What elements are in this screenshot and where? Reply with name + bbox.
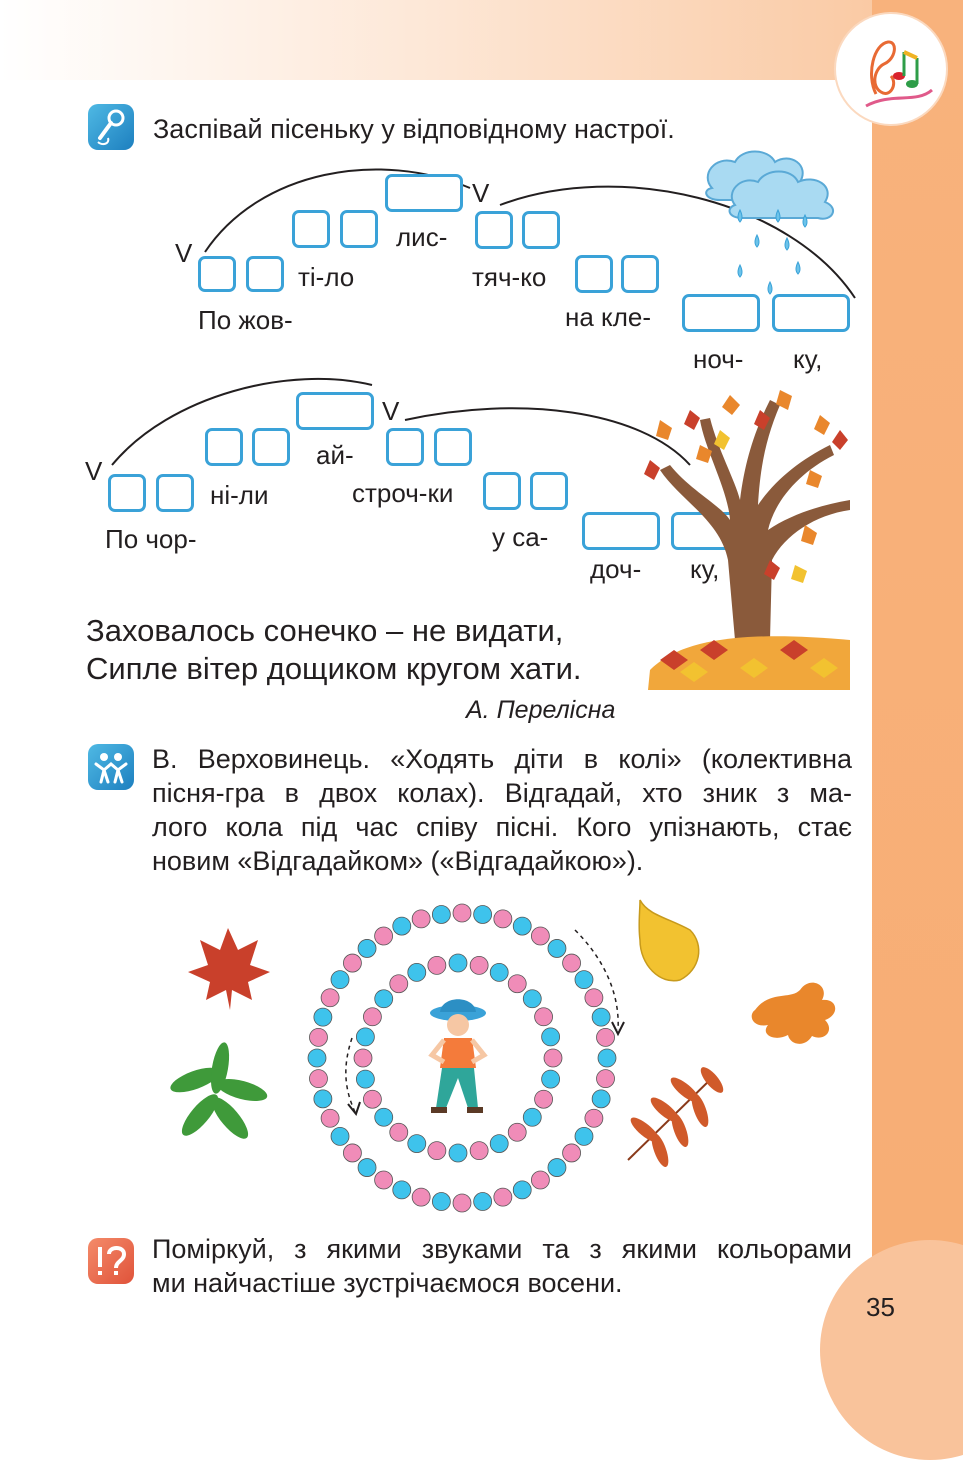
child-dot [363, 1090, 381, 1108]
child-dot [548, 939, 566, 957]
child-dot [592, 1008, 610, 1026]
child-dot [542, 1028, 560, 1046]
rowan-leaf-icon [627, 1064, 727, 1169]
syllable: на кле- [565, 302, 651, 332]
child-dot [412, 1188, 430, 1206]
child-dot [331, 1127, 349, 1145]
child-dot [490, 963, 508, 981]
child-dot [428, 956, 446, 974]
child-dot [363, 1008, 381, 1026]
child-dot [309, 1070, 327, 1088]
child-dot [575, 1127, 593, 1145]
child-dot [494, 910, 512, 928]
syllable: доч- [590, 554, 642, 584]
child-dot [490, 1135, 508, 1153]
syllable: ні-ли [210, 480, 269, 510]
child-dot [453, 1194, 471, 1212]
poem-line: Заховалось сонечко – не видати, [86, 613, 564, 648]
child-dot [449, 954, 467, 972]
child-dot [408, 1135, 426, 1153]
child-dot [508, 975, 526, 993]
child-dot [356, 1070, 374, 1088]
syllable: ай- [316, 440, 354, 470]
child-dot [309, 1028, 327, 1046]
child-dot [449, 1144, 467, 1162]
child-dot [354, 1049, 372, 1067]
child-dot [494, 1188, 512, 1206]
child-dot [544, 1049, 562, 1067]
child-dot [408, 963, 426, 981]
task1-instruction: Заспівай пісеньку у відповідному настрої. [153, 114, 675, 144]
chestnut-leaf-icon [167, 1041, 269, 1144]
breath-mark: V [175, 238, 193, 268]
child-dot [393, 917, 411, 935]
syllable: ку, [793, 344, 823, 374]
syllable: ті-ло [298, 262, 355, 292]
syllable: По чор- [105, 524, 197, 554]
child-dot [358, 1159, 376, 1177]
child-dot [314, 1090, 332, 1108]
child-dot [597, 1070, 615, 1088]
poem-author: А. Перелісна [466, 696, 616, 724]
child-dot [585, 1109, 603, 1127]
syllable: тяч-ко [472, 262, 547, 292]
child-dot [343, 954, 361, 972]
oak-leaf-icon [752, 983, 836, 1044]
child-dot [321, 989, 339, 1007]
child-dot [575, 971, 593, 989]
child-dot [453, 904, 471, 922]
child-dot [321, 1109, 339, 1127]
child-dot [563, 954, 581, 972]
child-dot [474, 1193, 492, 1211]
child-dot [375, 927, 393, 945]
syllable: лис- [396, 222, 448, 252]
breath-mark: V [382, 396, 400, 426]
child-dot [531, 927, 549, 945]
child-dot [508, 1123, 526, 1141]
child-dot [470, 1142, 488, 1160]
child-dot [343, 1144, 361, 1162]
child-dot [432, 905, 450, 923]
child-dot [375, 1108, 393, 1126]
child-dot [548, 1159, 566, 1177]
child-dot [585, 989, 603, 1007]
child-dot [523, 990, 541, 1008]
child-dot [331, 971, 349, 989]
birch-leaf-icon [639, 900, 699, 981]
child-dot [390, 975, 408, 993]
task2-line: пісня-гра в двох колах). Відгадай, хто зник з ма- [152, 778, 852, 808]
breath-mark: V [85, 456, 103, 486]
poem-line: Сипле вітер дощиком кругом хати. [86, 651, 582, 686]
child-dot [474, 905, 492, 923]
child-dot [390, 1123, 408, 1141]
maple-leaf-icon [188, 928, 270, 1010]
task2-line: новим «Відгадайком» («Відгадайкою»). [152, 846, 644, 876]
task2-line: В. Верховинець. «Ходять діти в колі» (колективна [152, 744, 852, 774]
child-dot [563, 1144, 581, 1162]
child-dot [432, 1193, 450, 1211]
child-dot [535, 1008, 553, 1026]
child-figure [430, 999, 486, 1113]
child-dot [597, 1028, 615, 1046]
child-dot [513, 1181, 531, 1199]
task2-line: лого кола під час співу пісні. Кого упізнають, стає [152, 812, 852, 842]
child-dot [412, 910, 430, 928]
child-dot [535, 1090, 553, 1108]
syllable: По жов- [198, 305, 293, 335]
child-dot [356, 1028, 374, 1046]
child-dot [592, 1090, 610, 1108]
child-dot [513, 917, 531, 935]
syllable: ку, [690, 554, 720, 584]
child-dot [358, 939, 376, 957]
page-number: 35 [866, 1292, 895, 1322]
child-dot [598, 1049, 616, 1067]
child-dot [393, 1181, 411, 1199]
child-dot [542, 1070, 560, 1088]
question-icon [88, 1238, 134, 1284]
child-dot [375, 1171, 393, 1189]
breath-mark: V [472, 178, 490, 208]
child-dot [375, 990, 393, 1008]
child-dot [314, 1008, 332, 1026]
child-dot [308, 1049, 326, 1067]
syllable: у са- [492, 522, 549, 552]
task3-line: Поміркуй, з якими звуками та з якими кольорами [152, 1234, 852, 1264]
syllable: ноч- [693, 344, 744, 374]
child-dot [523, 1108, 541, 1126]
task3-text [152, 1232, 852, 1300]
syllable: строч-ки [352, 478, 454, 508]
child-dot [428, 1142, 446, 1160]
task3-line: ми найчастіше зустрічаємося восени. [152, 1268, 623, 1298]
child-dot [470, 956, 488, 974]
child-dot [531, 1171, 549, 1189]
